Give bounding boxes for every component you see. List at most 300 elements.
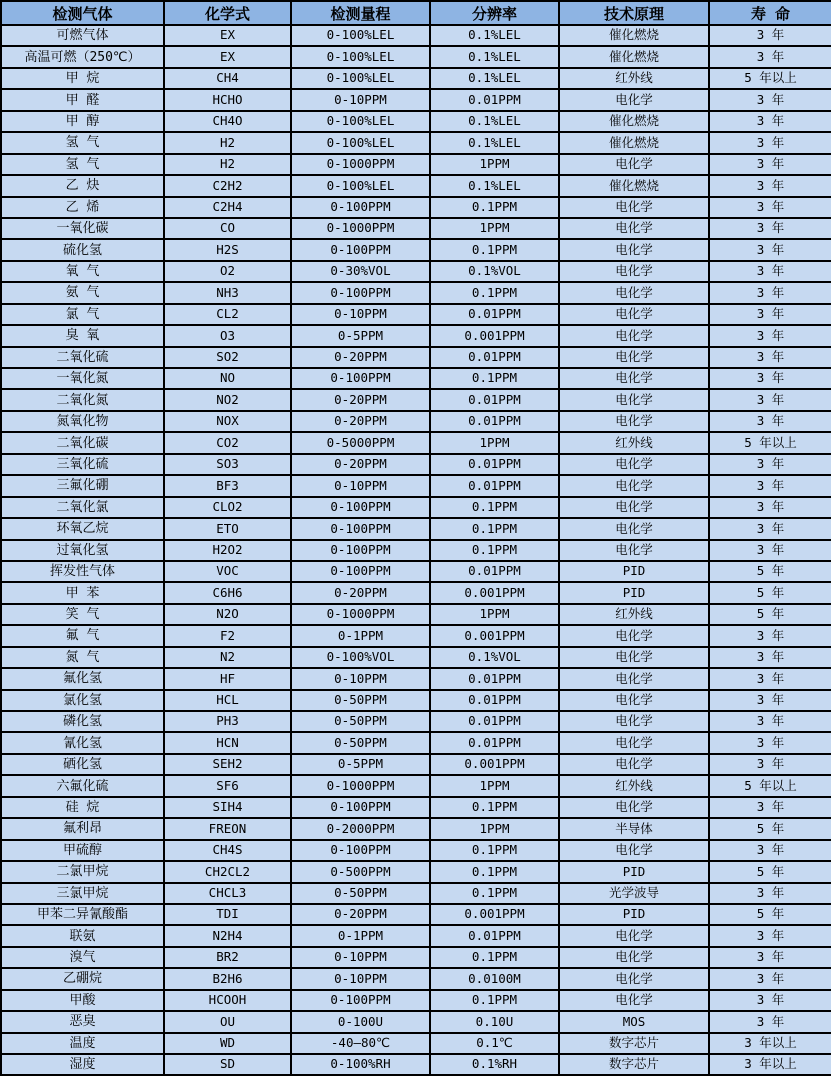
cell-lifespan: 3 年: [709, 625, 831, 646]
table-row: [1, 239, 831, 260]
cell-principle: 电化学: [559, 261, 709, 282]
table-row: [1, 261, 831, 282]
cell-lifespan: 3 年: [709, 218, 831, 239]
cell-range: 0-100PPM: [291, 540, 430, 561]
cell-range: 0-100%LEL: [291, 68, 430, 89]
cell-formula: O3: [164, 325, 291, 346]
header-cell-gas: 检测气体: [1, 1, 164, 25]
cell-resolution: 0.001PPM: [430, 625, 559, 646]
cell-lifespan: 3 年: [709, 925, 831, 946]
cell-lifespan: 3 年以上: [709, 1033, 831, 1054]
cell-lifespan: 3 年: [709, 797, 831, 818]
cell-principle: 催化燃烧: [559, 132, 709, 153]
cell-principle: 电化学: [559, 754, 709, 775]
cell-gas: 氢 气: [1, 154, 164, 175]
table-row: [1, 432, 831, 453]
cell-principle: PID: [559, 561, 709, 582]
cell-formula: NO2: [164, 389, 291, 410]
cell-formula: F2: [164, 625, 291, 646]
cell-formula: WD: [164, 1033, 291, 1054]
cell-gas: 二氧化硫: [1, 347, 164, 368]
cell-principle: 红外线: [559, 775, 709, 796]
cell-range: 0-100PPM: [291, 518, 430, 539]
cell-resolution: 0.1PPM: [430, 368, 559, 389]
cell-principle: 电化学: [559, 925, 709, 946]
cell-resolution: 0.1PPM: [430, 497, 559, 518]
cell-range: 0-10PPM: [291, 968, 430, 989]
cell-gas: 二氧化碳: [1, 432, 164, 453]
cell-resolution: 0.01PPM: [430, 475, 559, 496]
cell-formula: C2H4: [164, 197, 291, 218]
cell-lifespan: 3 年: [709, 239, 831, 260]
cell-range: 0-10PPM: [291, 89, 430, 110]
cell-formula: CH4O: [164, 111, 291, 132]
table-row: [1, 797, 831, 818]
cell-gas: 氟化氢: [1, 668, 164, 689]
cell-gas: 氨 气: [1, 282, 164, 303]
cell-resolution: 0.01PPM: [430, 304, 559, 325]
cell-lifespan: 5 年: [709, 604, 831, 625]
cell-principle: 电化学: [559, 197, 709, 218]
cell-gas: 氯化氢: [1, 690, 164, 711]
cell-principle: 电化学: [559, 239, 709, 260]
table-row: [1, 25, 831, 46]
cell-formula: SIH4: [164, 797, 291, 818]
cell-range: 0-10PPM: [291, 947, 430, 968]
cell-lifespan: 5 年: [709, 861, 831, 882]
table-row: [1, 175, 831, 196]
table-body: [1, 25, 831, 1075]
cell-formula: FREON: [164, 818, 291, 839]
cell-formula: C6H6: [164, 582, 291, 603]
cell-lifespan: 3 年: [709, 968, 831, 989]
cell-resolution: 1PPM: [430, 154, 559, 175]
cell-range: 0-100%LEL: [291, 25, 430, 46]
cell-lifespan: 3 年: [709, 668, 831, 689]
cell-resolution: 0.001PPM: [430, 904, 559, 925]
cell-range: 0-5PPM: [291, 754, 430, 775]
cell-gas: 溴气: [1, 947, 164, 968]
cell-lifespan: 3 年: [709, 347, 831, 368]
cell-gas: 氮 气: [1, 647, 164, 668]
cell-formula: N2O: [164, 604, 291, 625]
cell-gas: 甲酸: [1, 990, 164, 1011]
cell-formula: CH2CL2: [164, 861, 291, 882]
cell-resolution: 0.1%LEL: [430, 132, 559, 153]
cell-principle: 红外线: [559, 604, 709, 625]
cell-principle: 数字芯片: [559, 1054, 709, 1075]
cell-range: 0-100%LEL: [291, 132, 430, 153]
cell-principle: 电化学: [559, 990, 709, 1011]
cell-lifespan: 3 年: [709, 154, 831, 175]
cell-lifespan: 3 年: [709, 46, 831, 67]
table-row: [1, 540, 831, 561]
cell-formula: SF6: [164, 775, 291, 796]
cell-principle: 催化燃烧: [559, 175, 709, 196]
cell-resolution: 0.01PPM: [430, 89, 559, 110]
table-row: [1, 561, 831, 582]
cell-range: 0-5000PPM: [291, 432, 430, 453]
cell-formula: O2: [164, 261, 291, 282]
cell-formula: HF: [164, 668, 291, 689]
cell-resolution: 1PPM: [430, 604, 559, 625]
table-row: [1, 711, 831, 732]
cell-principle: 催化燃烧: [559, 111, 709, 132]
cell-formula: H2: [164, 154, 291, 175]
cell-resolution: 0.1%RH: [430, 1054, 559, 1075]
cell-range: 0-1PPM: [291, 925, 430, 946]
table-row: [1, 304, 831, 325]
cell-lifespan: 3 年: [709, 518, 831, 539]
table-row: [1, 454, 831, 475]
cell-gas: 氰化氢: [1, 732, 164, 753]
cell-lifespan: 5 年以上: [709, 432, 831, 453]
cell-principle: 红外线: [559, 432, 709, 453]
cell-principle: PID: [559, 582, 709, 603]
cell-resolution: 0.1PPM: [430, 197, 559, 218]
cell-resolution: 0.01PPM: [430, 561, 559, 582]
cell-lifespan: 3 年: [709, 990, 831, 1011]
cell-lifespan: 3 年: [709, 840, 831, 861]
cell-principle: 电化学: [559, 540, 709, 561]
cell-formula: N2: [164, 647, 291, 668]
cell-gas: 温度: [1, 1033, 164, 1054]
cell-range: 0-10PPM: [291, 668, 430, 689]
cell-resolution: 0.01PPM: [430, 347, 559, 368]
cell-formula: H2: [164, 132, 291, 153]
cell-formula: EX: [164, 46, 291, 67]
cell-gas: 笑 气: [1, 604, 164, 625]
cell-range: 0-100%VOL: [291, 647, 430, 668]
cell-lifespan: 5 年以上: [709, 68, 831, 89]
cell-principle: 数字芯片: [559, 1033, 709, 1054]
cell-formula: TDI: [164, 904, 291, 925]
cell-resolution: 0.1PPM: [430, 797, 559, 818]
cell-principle: PID: [559, 861, 709, 882]
cell-gas: 挥发性气体: [1, 561, 164, 582]
table-row: [1, 1054, 831, 1075]
cell-gas: 氟 气: [1, 625, 164, 646]
cell-gas: 甲 醇: [1, 111, 164, 132]
cell-range: 0-20PPM: [291, 904, 430, 925]
cell-resolution: 0.1PPM: [430, 947, 559, 968]
table-row: [1, 904, 831, 925]
cell-principle: 电化学: [559, 668, 709, 689]
cell-range: 0-20PPM: [291, 454, 430, 475]
cell-formula: CHCL3: [164, 883, 291, 904]
cell-gas: 硫化氢: [1, 239, 164, 260]
cell-principle: 电化学: [559, 968, 709, 989]
cell-principle: 电化学: [559, 411, 709, 432]
cell-resolution: 1PPM: [430, 818, 559, 839]
cell-formula: H2S: [164, 239, 291, 260]
header-row: [1, 1, 831, 25]
cell-resolution: 0.01PPM: [430, 411, 559, 432]
cell-lifespan: 3 年: [709, 368, 831, 389]
cell-principle: 电化学: [559, 368, 709, 389]
cell-resolution: 0.1PPM: [430, 883, 559, 904]
cell-lifespan: 3 年: [709, 111, 831, 132]
cell-lifespan: 5 年: [709, 582, 831, 603]
cell-resolution: 0.01PPM: [430, 690, 559, 711]
cell-gas: 硅 烷: [1, 797, 164, 818]
table-row: [1, 625, 831, 646]
cell-range: 0-1PPM: [291, 625, 430, 646]
cell-gas: 二氧化氮: [1, 389, 164, 410]
cell-gas: 高温可燃（250℃）: [1, 46, 164, 67]
cell-gas: 二氯甲烷: [1, 861, 164, 882]
cell-lifespan: 3 年: [709, 754, 831, 775]
cell-gas: 氟利昂: [1, 818, 164, 839]
cell-resolution: 0.1%LEL: [430, 46, 559, 67]
cell-resolution: 1PPM: [430, 218, 559, 239]
table-row: [1, 197, 831, 218]
cell-principle: 电化学: [559, 647, 709, 668]
cell-gas: 臭 氧: [1, 325, 164, 346]
cell-formula: HCN: [164, 732, 291, 753]
cell-lifespan: 3 年: [709, 732, 831, 753]
cell-lifespan: 5 年: [709, 904, 831, 925]
table-row: [1, 368, 831, 389]
cell-gas: 湿度: [1, 1054, 164, 1075]
cell-principle: 电化学: [559, 475, 709, 496]
cell-resolution: 0.01PPM: [430, 711, 559, 732]
cell-range: 0-100PPM: [291, 368, 430, 389]
cell-gas: 磷化氢: [1, 711, 164, 732]
cell-lifespan: 3 年: [709, 325, 831, 346]
cell-resolution: 1PPM: [430, 775, 559, 796]
cell-gas: 六氟化硫: [1, 775, 164, 796]
cell-lifespan: 3 年: [709, 197, 831, 218]
cell-range: 0-50PPM: [291, 690, 430, 711]
table-row: [1, 411, 831, 432]
cell-formula: VOC: [164, 561, 291, 582]
cell-formula: B2H6: [164, 968, 291, 989]
table-row: [1, 775, 831, 796]
cell-range: 0-100U: [291, 1011, 430, 1032]
cell-gas: 可燃气体: [1, 25, 164, 46]
cell-lifespan: 3 年: [709, 282, 831, 303]
table-row: [1, 132, 831, 153]
cell-gas: 乙硼烷: [1, 968, 164, 989]
table-row: [1, 475, 831, 496]
cell-principle: 电化学: [559, 732, 709, 753]
cell-principle: 电化学: [559, 282, 709, 303]
cell-formula: SD: [164, 1054, 291, 1075]
table-row: [1, 518, 831, 539]
cell-resolution: 0.1PPM: [430, 518, 559, 539]
cell-gas: 二氧化氯: [1, 497, 164, 518]
cell-range: 0-100PPM: [291, 239, 430, 260]
cell-lifespan: 3 年: [709, 1011, 831, 1032]
cell-lifespan: 3 年: [709, 389, 831, 410]
cell-resolution: 0.10U: [430, 1011, 559, 1032]
table-row: [1, 1011, 831, 1032]
table-row: [1, 46, 831, 67]
cell-range: 0-100PPM: [291, 197, 430, 218]
table-row: [1, 647, 831, 668]
table-row: [1, 968, 831, 989]
cell-lifespan: 3 年: [709, 497, 831, 518]
cell-principle: 电化学: [559, 89, 709, 110]
cell-gas: 一氧化碳: [1, 218, 164, 239]
header-cell-formula: 化学式: [164, 1, 291, 25]
cell-formula: CO2: [164, 432, 291, 453]
table-row: [1, 347, 831, 368]
cell-resolution: 0.001PPM: [430, 582, 559, 603]
cell-gas: 三氟化硼: [1, 475, 164, 496]
cell-gas: 甲 烷: [1, 68, 164, 89]
cell-gas: 甲硫醇: [1, 840, 164, 861]
cell-gas: 三氯甲烷: [1, 883, 164, 904]
cell-lifespan: 3 年: [709, 475, 831, 496]
cell-principle: 电化学: [559, 797, 709, 818]
cell-range: 0-50PPM: [291, 711, 430, 732]
table-row: [1, 154, 831, 175]
table-header: [1, 1, 831, 25]
cell-formula: BF3: [164, 475, 291, 496]
cell-formula: NO: [164, 368, 291, 389]
cell-range: 0-30%VOL: [291, 261, 430, 282]
cell-principle: 催化燃烧: [559, 46, 709, 67]
cell-formula: CO: [164, 218, 291, 239]
cell-resolution: 0.1%VOL: [430, 261, 559, 282]
cell-gas: 恶臭: [1, 1011, 164, 1032]
cell-principle: 电化学: [559, 154, 709, 175]
cell-lifespan: 3 年: [709, 89, 831, 110]
cell-formula: CH4: [164, 68, 291, 89]
cell-principle: 电化学: [559, 947, 709, 968]
cell-resolution: 0.1PPM: [430, 990, 559, 1011]
cell-formula: N2H4: [164, 925, 291, 946]
table-row: [1, 389, 831, 410]
cell-principle: 电化学: [559, 690, 709, 711]
cell-formula: HCL: [164, 690, 291, 711]
cell-lifespan: 3 年: [709, 454, 831, 475]
header-cell-range: 检测量程: [291, 1, 430, 25]
cell-principle: 电化学: [559, 347, 709, 368]
table-row: [1, 668, 831, 689]
cell-resolution: 0.1PPM: [430, 282, 559, 303]
cell-resolution: 0.1%VOL: [430, 647, 559, 668]
cell-gas: 乙 炔: [1, 175, 164, 196]
cell-resolution: 0.01PPM: [430, 668, 559, 689]
cell-lifespan: 3 年: [709, 883, 831, 904]
cell-range: 0-1000PPM: [291, 604, 430, 625]
cell-gas: 氧 气: [1, 261, 164, 282]
cell-principle: 电化学: [559, 497, 709, 518]
cell-formula: EX: [164, 25, 291, 46]
cell-principle: 红外线: [559, 68, 709, 89]
cell-resolution: 0.01PPM: [430, 389, 559, 410]
cell-gas: 甲苯二异氰酸酯: [1, 904, 164, 925]
cell-gas: 氯 气: [1, 304, 164, 325]
cell-principle: 电化学: [559, 625, 709, 646]
table-row: [1, 883, 831, 904]
cell-lifespan: 3 年: [709, 132, 831, 153]
cell-range: 0-100PPM: [291, 497, 430, 518]
cell-range: 0-10PPM: [291, 304, 430, 325]
cell-gas: 氮氧化物: [1, 411, 164, 432]
cell-principle: 半导体: [559, 818, 709, 839]
header-cell-principle: 技术原理: [559, 1, 709, 25]
cell-formula: CLO2: [164, 497, 291, 518]
cell-principle: 电化学: [559, 711, 709, 732]
cell-range: 0-1000PPM: [291, 218, 430, 239]
cell-range: -40—80℃: [291, 1033, 430, 1054]
table-row: [1, 990, 831, 1011]
cell-formula: SO3: [164, 454, 291, 475]
table-row: [1, 925, 831, 946]
cell-formula: ETO: [164, 518, 291, 539]
table-row: [1, 582, 831, 603]
cell-principle: 电化学: [559, 325, 709, 346]
cell-range: 0-20PPM: [291, 347, 430, 368]
cell-range: 0-20PPM: [291, 389, 430, 410]
cell-lifespan: 3 年: [709, 25, 831, 46]
cell-gas: 乙 烯: [1, 197, 164, 218]
cell-gas: 过氧化氢: [1, 540, 164, 561]
cell-principle: 光学波导: [559, 883, 709, 904]
cell-gas: 环氧乙烷: [1, 518, 164, 539]
cell-resolution: 0.1%LEL: [430, 25, 559, 46]
cell-formula: CH4S: [164, 840, 291, 861]
cell-range: 0-50PPM: [291, 732, 430, 753]
cell-range: 0-100PPM: [291, 282, 430, 303]
cell-lifespan: 3 年: [709, 261, 831, 282]
cell-range: 0-100PPM: [291, 797, 430, 818]
cell-range: 0-100PPM: [291, 990, 430, 1011]
cell-formula: BR2: [164, 947, 291, 968]
table-row: [1, 111, 831, 132]
cell-formula: NH3: [164, 282, 291, 303]
table-row: [1, 325, 831, 346]
cell-resolution: 0.01PPM: [430, 732, 559, 753]
table-row: [1, 604, 831, 625]
cell-formula: HCOOH: [164, 990, 291, 1011]
cell-resolution: 1PPM: [430, 432, 559, 453]
table-row: [1, 68, 831, 89]
cell-lifespan: 5 年: [709, 561, 831, 582]
cell-resolution: 0.0100M: [430, 968, 559, 989]
cell-range: 0-1000PPM: [291, 154, 430, 175]
cell-range: 0-1000PPM: [291, 775, 430, 796]
cell-formula: CL2: [164, 304, 291, 325]
cell-range: 0-100%LEL: [291, 111, 430, 132]
table-row: [1, 218, 831, 239]
cell-range: 0-20PPM: [291, 582, 430, 603]
cell-gas: 甲 醛: [1, 89, 164, 110]
cell-range: 0-20PPM: [291, 411, 430, 432]
cell-gas: 硒化氢: [1, 754, 164, 775]
cell-gas: 甲 苯: [1, 582, 164, 603]
cell-principle: 电化学: [559, 304, 709, 325]
cell-gas: 一氧化氮: [1, 368, 164, 389]
cell-range: 0-50PPM: [291, 883, 430, 904]
table-row: [1, 732, 831, 753]
cell-lifespan: 3 年: [709, 947, 831, 968]
table-row: [1, 818, 831, 839]
cell-principle: 催化燃烧: [559, 25, 709, 46]
cell-formula: C2H2: [164, 175, 291, 196]
cell-formula: HCHO: [164, 89, 291, 110]
cell-resolution: 0.1PPM: [430, 540, 559, 561]
cell-lifespan: 3 年: [709, 175, 831, 196]
cell-principle: 电化学: [559, 454, 709, 475]
cell-formula: H2O2: [164, 540, 291, 561]
cell-resolution: 0.1%LEL: [430, 111, 559, 132]
table-row: [1, 840, 831, 861]
